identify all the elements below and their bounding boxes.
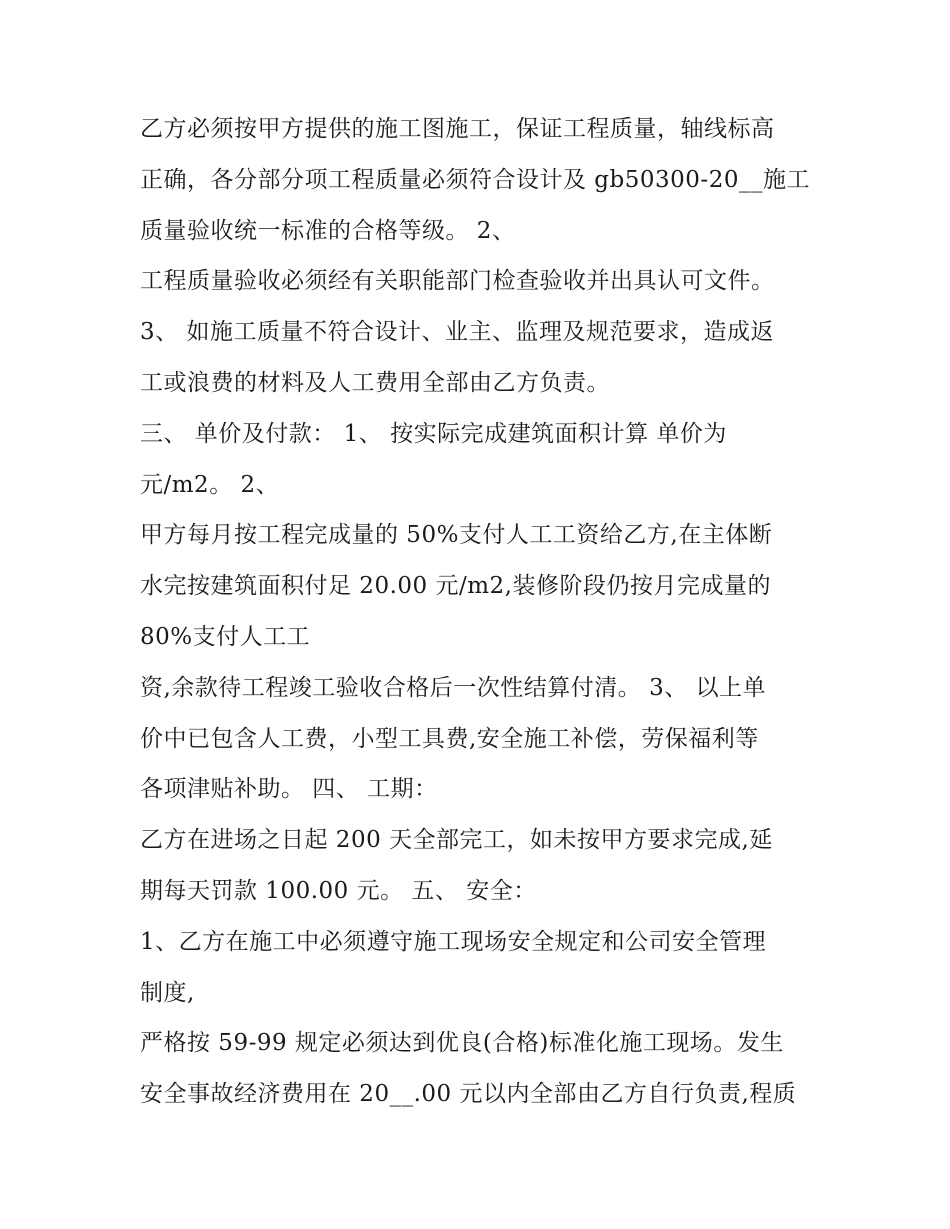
text-line-13: 价中已包含人工费，小型工具费,安全施工补偿，劳保福利等	[140, 725, 759, 752]
text-line-8: 元/m2。 2、	[140, 471, 280, 498]
document-body	[140, 104, 820, 1120]
text-line-1: 乙方必须按甲方提供的施工图施工，保证工程质量，轴线标高	[140, 116, 775, 142]
text-line-6: 工或浪费的材料及人工费用全部由乙方负责。	[140, 369, 610, 396]
text-line-12: 资,余款待工程竣工验收合格后一次性结算付清。 3、 以上单	[140, 674, 767, 701]
text-line-4: 工程质量验收必须经有关职能部门检查验收并出具认可文件。	[140, 268, 775, 295]
text-line-15: 乙方在进场之日起 200 天全部完工，如未按甲方要求完成,延	[140, 827, 773, 854]
text-line-3: 质量验收统一标准的合格等级。 2、	[140, 217, 516, 244]
text-line-10: 水完按建筑面积付足 20.00 元/m2,装修阶段仍按月完成量的	[140, 573, 771, 600]
text-line-2: 正确，各分部分项工程质量必须符合设计及 gb50300-20__施工	[140, 166, 810, 193]
text-line-7: 三、 单价及付款： 1、 按实际完成建筑面积计算 单价为	[140, 420, 727, 447]
text-line-9: 甲方每月按工程完成量的 50%支付人工工资给乙方,在主体断	[140, 522, 773, 549]
text-line-19: 严格按 59-99 规定必须达到优良(合格)标准化施工现场。发生	[140, 1030, 784, 1057]
text-line-17: 1、乙方在施工中必须遵守施工现场安全规定和公司安全管理	[140, 928, 767, 955]
text-line-16: 期每天罚款 100.00 元。 五、 安全：	[140, 877, 537, 904]
text-line-5: 3、 如施工质量不符合设计、业主、监理及规范要求，造成返	[140, 319, 774, 346]
text-line-11: 80%支付人工工	[140, 623, 311, 650]
text-line-18: 制度,	[140, 979, 195, 1006]
text-line-20: 安全事故经济费用在 20__.00 元以内全部由乙方自行负责,程质	[140, 1081, 797, 1108]
text-line-14: 各项津贴补助。 四、 工期：	[140, 776, 438, 803]
